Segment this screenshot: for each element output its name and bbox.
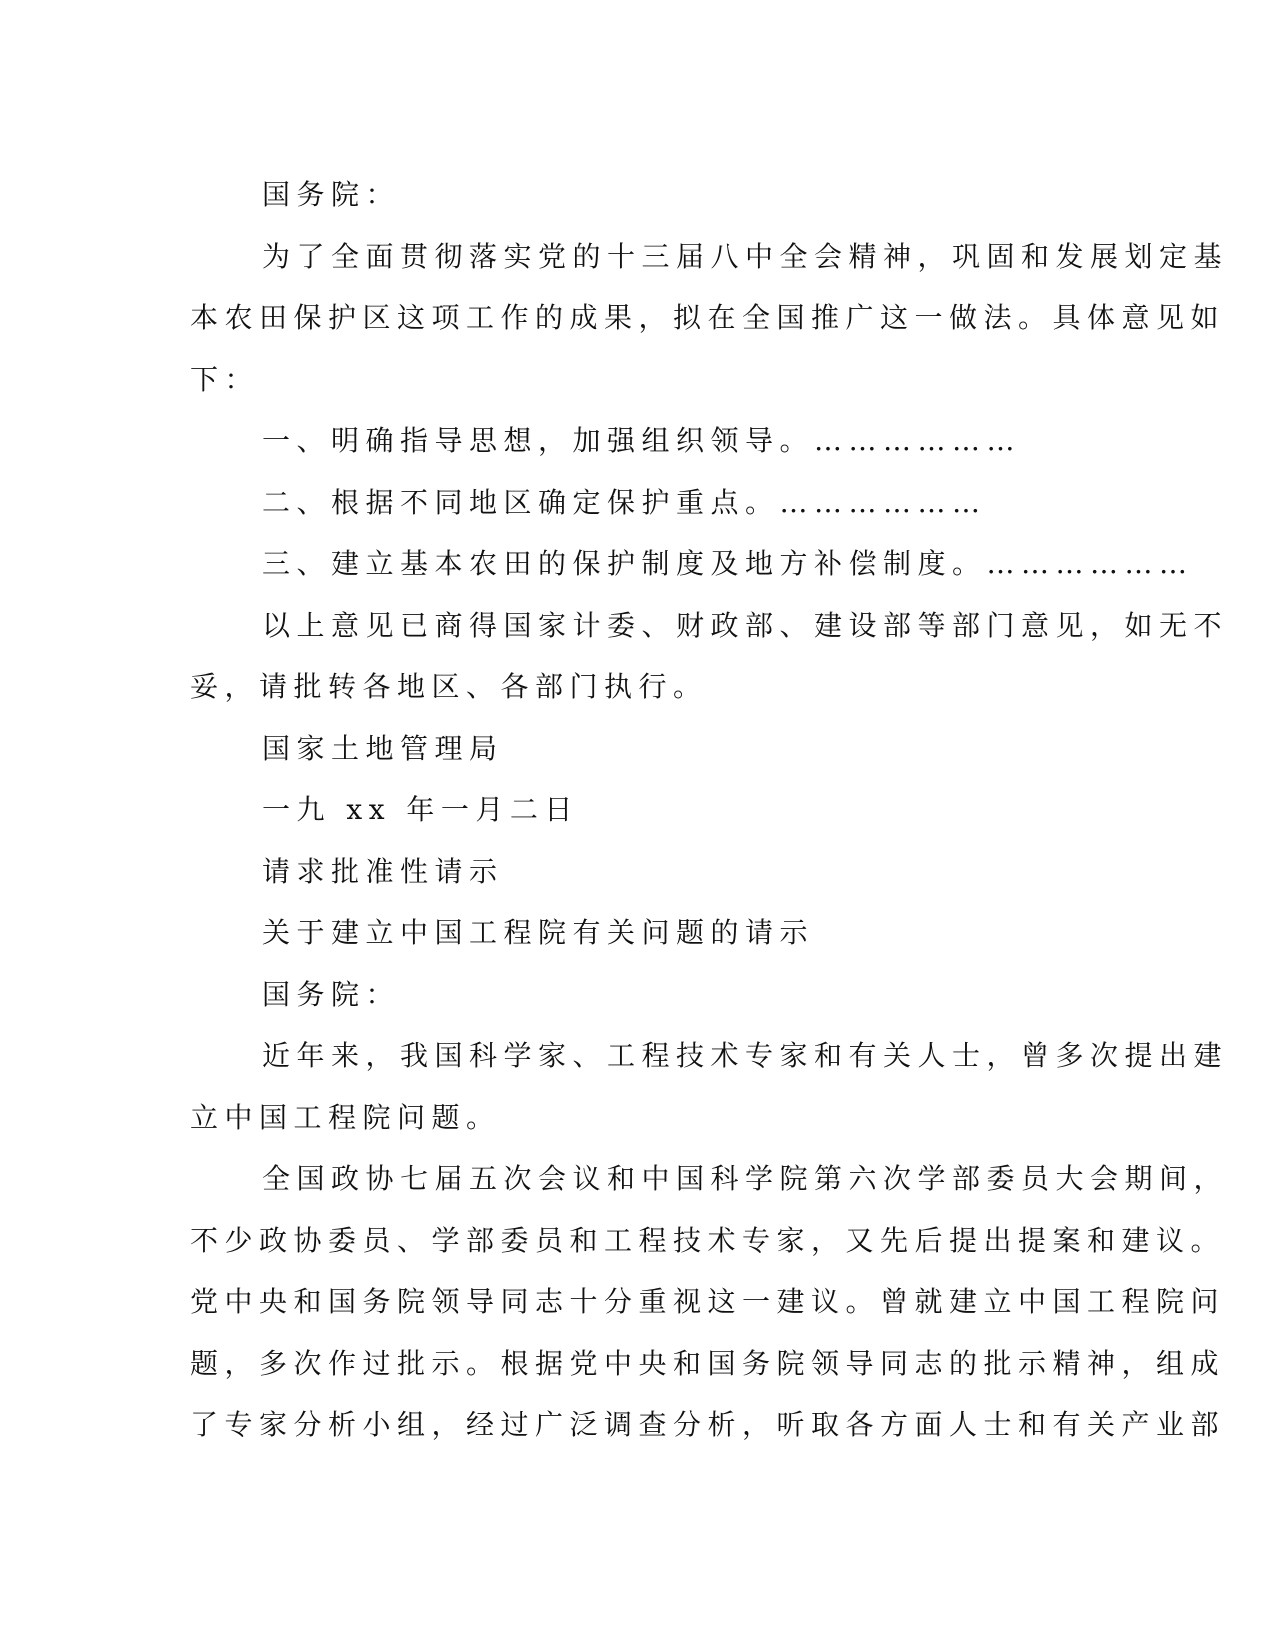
text-line: 以上意见已商得国家计委、财政部、建设部等部门意见，如无不 bbox=[262, 608, 1229, 642]
text-line: 本农田保护区这项工作的成果，拟在全国推广这一做法。具体意见如 bbox=[190, 301, 1226, 334]
text-line: 了专家分析小组，经过广泛调查分析，听取各方面人士和有关产业部 bbox=[190, 1408, 1226, 1441]
purpose-paragraph bbox=[190, 226, 1229, 411]
text-line: 国务院： bbox=[262, 977, 401, 1011]
category-heading-paragraph bbox=[190, 841, 1080, 903]
document-body bbox=[190, 164, 1229, 1456]
closing-paragraph bbox=[190, 595, 1229, 718]
text-line: 不少政协委员、学部委员和工程技术专家，又先后提出提案和建议。 bbox=[190, 1223, 1226, 1257]
text-line: 为了全面贯彻落实党的十三届八中全会精神，巩固和发展划定基 bbox=[262, 239, 1229, 273]
text-line: 妥，请批转各地区、各部门执行。 bbox=[190, 670, 708, 703]
addressee-paragraph-2 bbox=[190, 964, 1080, 1026]
point-three-paragraph bbox=[190, 533, 1194, 595]
text-line: 二、根据不同地区确定保护重点。……………… bbox=[262, 485, 987, 519]
text-line: 请求批准性请示 bbox=[262, 854, 504, 888]
point-two-paragraph bbox=[190, 472, 1080, 534]
issuer-paragraph bbox=[190, 718, 1080, 780]
text-line: 三、建立基本农田的保护制度及地方补偿制度。……………… bbox=[262, 547, 1194, 580]
text-line: 立中国工程院问题。 bbox=[190, 1100, 501, 1134]
text-line: 国务院： bbox=[262, 178, 401, 211]
text-line: 国家土地管理局 bbox=[262, 731, 504, 765]
background-paragraph-1 bbox=[190, 1025, 1229, 1148]
text-line: 一九 xx 年一月二日 bbox=[262, 793, 579, 826]
text-line: 党中央和国务院领导同志十分重视这一建议。曾就建立中国工程院问 bbox=[190, 1285, 1226, 1318]
background-paragraph-2 bbox=[190, 1148, 1229, 1456]
point-one-paragraph bbox=[190, 410, 1080, 472]
text-line: 题，多次作过批示。根据党中央和国务院领导同志的批示精神，组成 bbox=[190, 1346, 1226, 1380]
addressee-paragraph bbox=[190, 164, 1080, 226]
text-line: 关于建立中国工程院有关问题的请示 bbox=[262, 916, 815, 949]
text-line: 全国政协七届五次会议和中国科学院第六次学部委员大会期间， bbox=[262, 1162, 1229, 1195]
text-line: 一、明确指导思想，加强组织领导。……………… bbox=[262, 424, 1022, 457]
date-paragraph bbox=[190, 779, 1080, 841]
text-line: 下： bbox=[190, 362, 260, 396]
title-paragraph bbox=[190, 902, 1080, 964]
text-line: 近年来，我国科学家、工程技术专家和有关人士，曾多次提出建 bbox=[262, 1039, 1229, 1072]
